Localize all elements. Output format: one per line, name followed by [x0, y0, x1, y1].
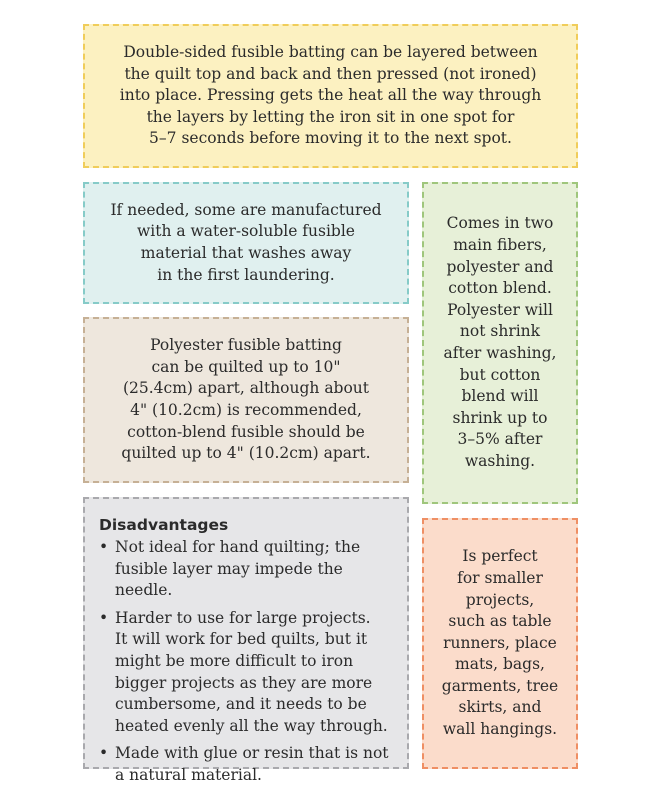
fiber-types-info-box — [422, 182, 578, 504]
water-soluble-text: If needed, some are manufactured with a water-soluble fusible material that washes away in the first laundering. — [110, 200, 382, 284]
disadvantages-heading: Disadvantages — [99, 516, 229, 534]
bullet-icon: • — [99, 744, 109, 763]
fiber-types-text: Comes in two main fibers, polyester and cotton blend. Polyester will not shrink after washing, but cotton blend will shrink up to 3–5% after washing. — [443, 214, 557, 470]
disadvantage-text: Not ideal for hand quilting; the fusible layer may impede the needle. — [115, 538, 361, 600]
disadvantage-item — [99, 608, 399, 738]
small-projects-info-box — [422, 518, 578, 769]
fusible-pressing-text: Double-sided fusible batting can be layered between the quilt top and back and then pressed (not ironed) into place. Pressing gets the heat all the way through the layers by letting the iron sit in one spot for 5–7 seconds before moving it to the next spot. — [119, 43, 542, 148]
bullet-icon: • — [99, 538, 109, 556]
disadvantages-box — [83, 497, 409, 784]
disadvantage-item — [99, 743, 399, 786]
disadvantage-text: Made with glue or resin that is not a natural material. — [115, 744, 389, 784]
fusible-pressing-info-box — [83, 24, 578, 168]
disadvantages-list — [99, 537, 399, 787]
disadvantage-item — [99, 537, 399, 602]
disadvantage-text: Harder to use for large projects. It will work for bed quilts, but it might be more difficult to iron bigger projects as they are more cumbersome, and it needs to be heated evenly all the way through. — [115, 608, 388, 735]
small-projects-text: Is perfect for smaller projects, such as table runners, place mats, bags, garments, tree skirts, and wall hangings. — [441, 547, 559, 739]
water-soluble-info-box — [83, 182, 409, 304]
bullet-icon: • — [99, 608, 109, 627]
quilting-distance-info-box — [83, 317, 409, 483]
quilting-distance-text: Polyester fusible batting can be quilted up to 10" (25.4cm) apart, although about 4" (10.2cm) is recommended, cotton-blend fusible should be quilted up to 4" (10.2cm) apart. — [121, 336, 371, 463]
